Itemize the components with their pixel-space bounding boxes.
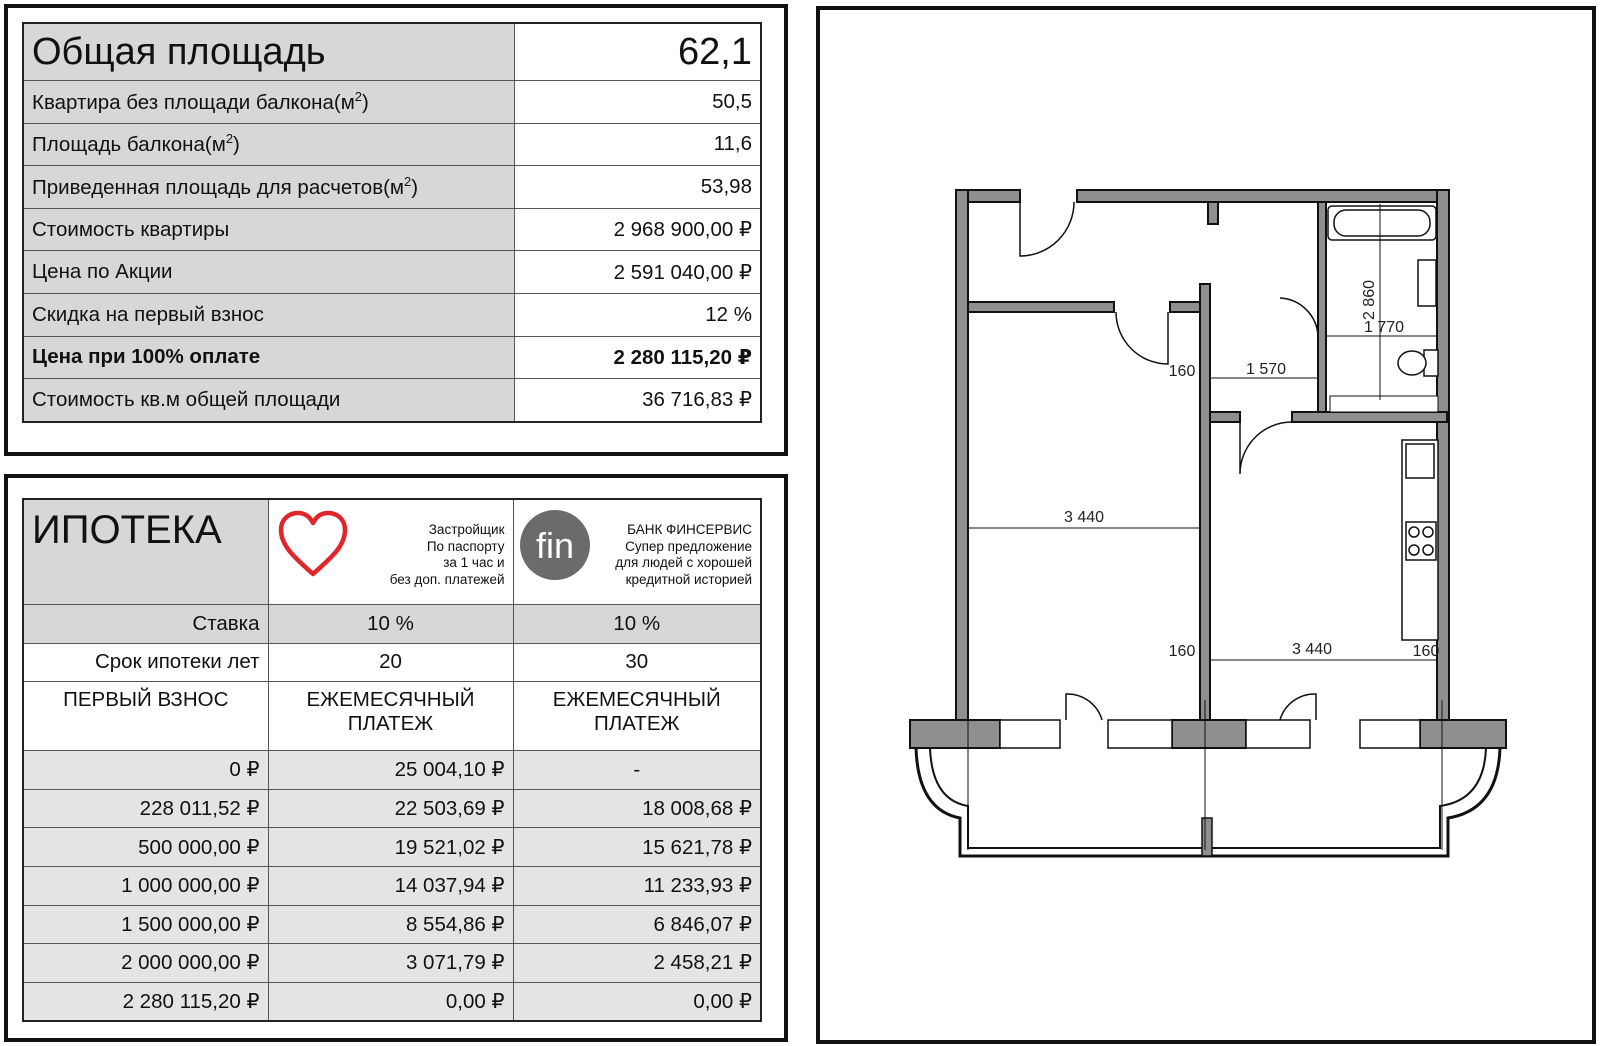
term-row — [23, 643, 761, 682]
row-label: Цена по Акции — [23, 251, 514, 294]
payment-cell: 22 503,69 ₽ — [268, 789, 513, 828]
row-label: Площадь $балкона(м^2)$ — [23, 123, 514, 166]
table-row — [23, 123, 761, 166]
table-row — [23, 789, 761, 828]
down-payment-cell: 0 ₽ — [23, 751, 268, 790]
table-row — [23, 905, 761, 944]
down-payment-cell: 2 000 000,00 ₽ — [23, 944, 268, 983]
payment-cell: 0,00 ₽ — [513, 982, 761, 1021]
payment-cell: 8 554,86 ₽ — [268, 905, 513, 944]
total-area-label: Общая площадь — [23, 23, 514, 81]
term-value: 20 — [268, 643, 513, 682]
dimension-label: 3 440 — [1291, 641, 1333, 658]
dimension-label: 3 440 — [1063, 509, 1105, 526]
table-row — [23, 208, 761, 251]
dimension-label: 1 770 — [1363, 319, 1405, 336]
dimension-label: 160 — [1412, 643, 1440, 660]
area-header-row — [23, 23, 761, 81]
floor-plan-panel — [816, 6, 1596, 1044]
heart-icon — [275, 508, 351, 580]
row-label: Стоимость кв.м общей площади — [23, 379, 514, 422]
payment-cell: 18 008,68 ₽ — [513, 789, 761, 828]
rate-label: Ставка — [23, 605, 268, 644]
term-value: 30 — [513, 643, 761, 682]
table-row — [23, 251, 761, 294]
table-row — [23, 828, 761, 867]
washer — [1330, 396, 1438, 412]
table-row — [23, 944, 761, 983]
lender-developer — [268, 499, 513, 605]
rate-value: 10 % — [268, 605, 513, 644]
balcony-divider — [1202, 818, 1212, 856]
column-header: ПЕРВЫЙ ВЗНОС — [23, 682, 268, 751]
row-value: 2 968 900,00 ₽ — [514, 208, 761, 251]
payment-cell: 11 233,93 ₽ — [513, 866, 761, 905]
down-payment-cell: 228 011,52 ₽ — [23, 789, 268, 828]
sink — [1418, 260, 1436, 306]
row-value: 36 716,83 ₽ — [514, 379, 761, 422]
table-row — [23, 866, 761, 905]
row-value: 50,5 — [514, 81, 761, 124]
fin-logo-icon — [518, 508, 592, 582]
row-label: Стоимость квартиры — [23, 208, 514, 251]
bathtub — [1328, 206, 1436, 240]
payment-cell: 15 621,78 ₽ — [513, 828, 761, 867]
row-label: Квартира без площади $балкона(м^2)$ — [23, 81, 514, 124]
term-label: Срок ипотеки лет — [23, 643, 268, 682]
dimension-label: 2 860 — [1361, 279, 1378, 321]
row-label: Цена при 100% оплате — [23, 336, 514, 379]
payment-cell: 0,00 ₽ — [268, 982, 513, 1021]
table-row — [23, 293, 761, 336]
column-headers — [23, 682, 761, 751]
mortgage-table — [22, 498, 762, 1022]
payment-cell: 6 846,07 ₽ — [513, 905, 761, 944]
dimension-label: 160 — [1168, 363, 1196, 380]
row-value: 53,98 — [514, 166, 761, 209]
dimension-label: 160 — [1168, 643, 1196, 660]
down-payment-cell: 2 280 115,20 ₽ — [23, 982, 268, 1021]
total-area-value: 62,1 — [514, 23, 761, 81]
lender-description: БАНК ФИНСЕРВИС Супер предложение для людей с хорошей кредитной историей — [615, 522, 752, 587]
rate-row — [23, 605, 761, 644]
rate-value: 10 % — [513, 605, 761, 644]
row-value: 11,6 — [514, 123, 761, 166]
mortgage-header-row — [23, 499, 761, 605]
down-payment-cell: 1 500 000,00 ₽ — [23, 905, 268, 944]
dimension-label: 1 570 — [1245, 361, 1287, 378]
area-table — [22, 22, 762, 423]
payment-cell: - — [513, 751, 761, 790]
column-header: ЕЖЕМЕСЯЧНЫЙ ПЛАТЕЖ — [513, 682, 761, 751]
payment-cell: 25 004,10 ₽ — [268, 751, 513, 790]
payment-cell: 19 521,02 ₽ — [268, 828, 513, 867]
table-row — [23, 982, 761, 1021]
row-value: 12 % — [514, 293, 761, 336]
toilet — [1398, 350, 1438, 376]
table-row — [23, 751, 761, 790]
down-payment-cell: 1 000 000,00 ₽ — [23, 866, 268, 905]
column-header: ЕЖЕМЕСЯЧНЫЙ ПЛАТЕЖ — [268, 682, 513, 751]
table-row — [23, 81, 761, 124]
down-payment-cell: 500 000,00 ₽ — [23, 828, 268, 867]
floor-plan — [820, 10, 1592, 1040]
payment-cell: 2 458,21 ₽ — [513, 944, 761, 983]
table-row — [23, 166, 761, 209]
payment-cell: 14 037,94 ₽ — [268, 866, 513, 905]
payment-cell: 3 071,79 ₽ — [268, 944, 513, 983]
table-row — [23, 379, 761, 422]
mortgage-title: ИПОТЕКА — [23, 499, 268, 605]
fin-logo-text: fin — [535, 525, 574, 566]
table-row — [23, 336, 761, 379]
row-value: 2 591 040,00 ₽ — [514, 251, 761, 294]
lender-description: Застройщик По паспорту за 1 час и без доп. платежей — [389, 522, 505, 587]
row-value: 2 280 115,20 ₽ — [514, 336, 761, 379]
lender-bank — [513, 499, 761, 605]
kitchen-counter — [1402, 440, 1438, 640]
row-label: Скидка на первый взнос — [23, 293, 514, 336]
row-label: Приведенная площадь для $расчетов(м^2)$ — [23, 166, 514, 209]
